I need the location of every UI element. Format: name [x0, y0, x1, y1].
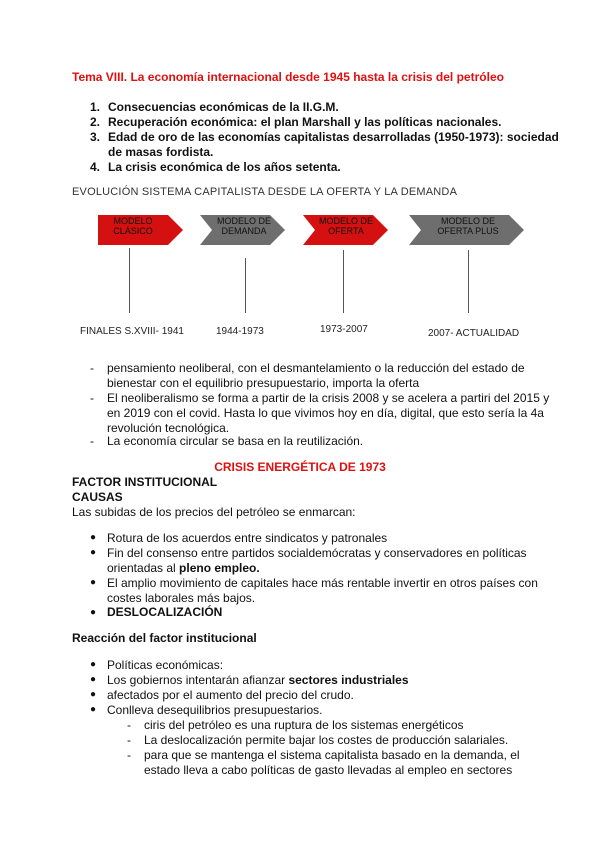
timeline-connector [343, 250, 344, 313]
stage-label-line2: DEMANDA [221, 226, 267, 236]
list-number: 2. [90, 115, 101, 129]
list-item: Políticas económicas: [107, 658, 224, 672]
dash-item-continued: en 2019 con el covid. Hasta lo que vivimos hoy en día, digital, que esto sería la 4a [107, 406, 544, 420]
sub-item: La deslocalización permite bajar los costes de producción salariales. [144, 733, 509, 747]
section-title: CRISIS ENERGÉTICA DE 1973 [214, 460, 386, 474]
bullet-marker: ● [90, 532, 97, 543]
dash-item-continued: bienestar con el equilibrio presupuestario, importa la oferta [107, 376, 420, 390]
timeline-connector [129, 248, 130, 313]
period-label: 1973-2007 [320, 324, 368, 335]
bullet-marker: ● [90, 689, 97, 700]
list-item: Conlleva desequilibrios presupuestarios. [107, 703, 323, 717]
stage-label-line1: MODELO DE [216, 216, 271, 226]
bullet-marker: ● [90, 704, 97, 715]
list-item: DESLOCALIZACIÓN [107, 605, 223, 619]
list-item: Fin del consenso entre partidos socialdemócratas y conservadores en políticas [107, 546, 527, 560]
list-item: El amplio movimiento de capitales hace más rentable invertir en otros países con [107, 576, 538, 590]
dash-marker: - [127, 733, 131, 747]
page-title: Tema VIII. La economía internacional desde 1945 hasta la crisis del petróleo [72, 70, 504, 84]
stage-label [98, 216, 168, 236]
period-label: FINALES S.XVIII- 1941 [80, 326, 184, 337]
dash-item: pensamiento neoliberal, con el desmantelamiento o la reducción del estado de [107, 361, 525, 375]
list-item-text: orientadas al [107, 561, 180, 575]
emphasis-text: pleno empleo. [179, 561, 260, 575]
timeline-connector [468, 250, 469, 313]
sub-item: para que se mantenga el sistema capitalista basado en la demanda, el [144, 748, 520, 762]
reaccion-heading: Reacción del factor institucional [72, 631, 257, 645]
bullet-marker: ● [90, 607, 97, 618]
bullet-marker: ● [90, 547, 97, 558]
stage-label [418, 216, 518, 236]
list-item [107, 673, 409, 688]
dash-marker: - [90, 434, 94, 448]
stage-label [310, 216, 382, 236]
sub-item: ciris del petróleo es una ruptura de los sistemas energéticos [144, 718, 464, 732]
list-number: 3. [90, 130, 101, 144]
emphasis-text: sectores industriales [288, 673, 409, 687]
list-item-continued: de masas fordista. [108, 145, 214, 159]
dash-item-continued: revolución tecnológica. [107, 421, 230, 435]
timeline-connector [245, 258, 246, 313]
stage-label-line2: CLÁSICO [113, 226, 153, 236]
diagram-heading: EVOLUCIÓN SISTEMA CAPITALISTA DESDE LA OFERTA Y LA DEMANDA [72, 186, 458, 198]
list-number: 4. [90, 160, 101, 174]
period-label: 1944-1973 [216, 326, 264, 337]
stage-label-line1: MODELO [113, 216, 153, 226]
list-item: Rotura de los acuerdos entre sindicatos y patronales [107, 531, 388, 545]
list-item: afectados por el aumento del precio del crudo. [107, 688, 354, 702]
dash-marker: - [90, 391, 94, 405]
list-item: Consecuencias económicas de la II.G.M. [108, 100, 339, 114]
stage-label [208, 216, 280, 236]
list-number: 1. [90, 100, 101, 114]
bullet-marker: ● [90, 674, 97, 685]
period-label: 2007- ACTUALIDAD [428, 328, 520, 339]
factor-heading: FACTOR INSTITUCIONAL [72, 475, 218, 489]
stage-label-line2: OFERTA PLUS [437, 226, 499, 236]
list-item: Edad de oro de las economías capitalistas desarrolladas (1950-1973): sociedad [108, 130, 559, 144]
list-item: La crisis económica de los años setenta. [108, 160, 341, 174]
causas-intro: Las subidas de los precios del petróleo se enmarcan: [72, 505, 356, 519]
list-item-continued: costes laborales más bajos. [107, 591, 256, 605]
dash-marker: - [90, 361, 94, 375]
dash-item: La economía circular se basa en la reutilización. [107, 434, 364, 448]
list-item-continued [107, 561, 260, 576]
stage-label-line2: OFERTA [328, 226, 364, 236]
bullet-marker: ● [90, 577, 97, 588]
dash-marker: - [127, 718, 131, 732]
stage-label-line1: MODELO DE [440, 216, 495, 226]
list-item-text: Los gobiernos intentarán afianzar [107, 673, 289, 687]
bullet-marker: ● [90, 659, 97, 670]
causas-heading: CAUSAS [72, 490, 123, 504]
sub-item-continued: estado lleva a cabo políticas de gasto llevadas al empleo en sectores [144, 763, 513, 777]
list-item: Recuperación económica: el plan Marshall y las políticas nacionales. [108, 115, 502, 129]
stage-label-line1: MODELO DE [318, 216, 373, 226]
dash-item: El neoliberalismo se forma a partir de la crisis 2008 y se acelera a partiri del 2015 y [107, 391, 550, 405]
dash-marker: - [127, 748, 131, 762]
